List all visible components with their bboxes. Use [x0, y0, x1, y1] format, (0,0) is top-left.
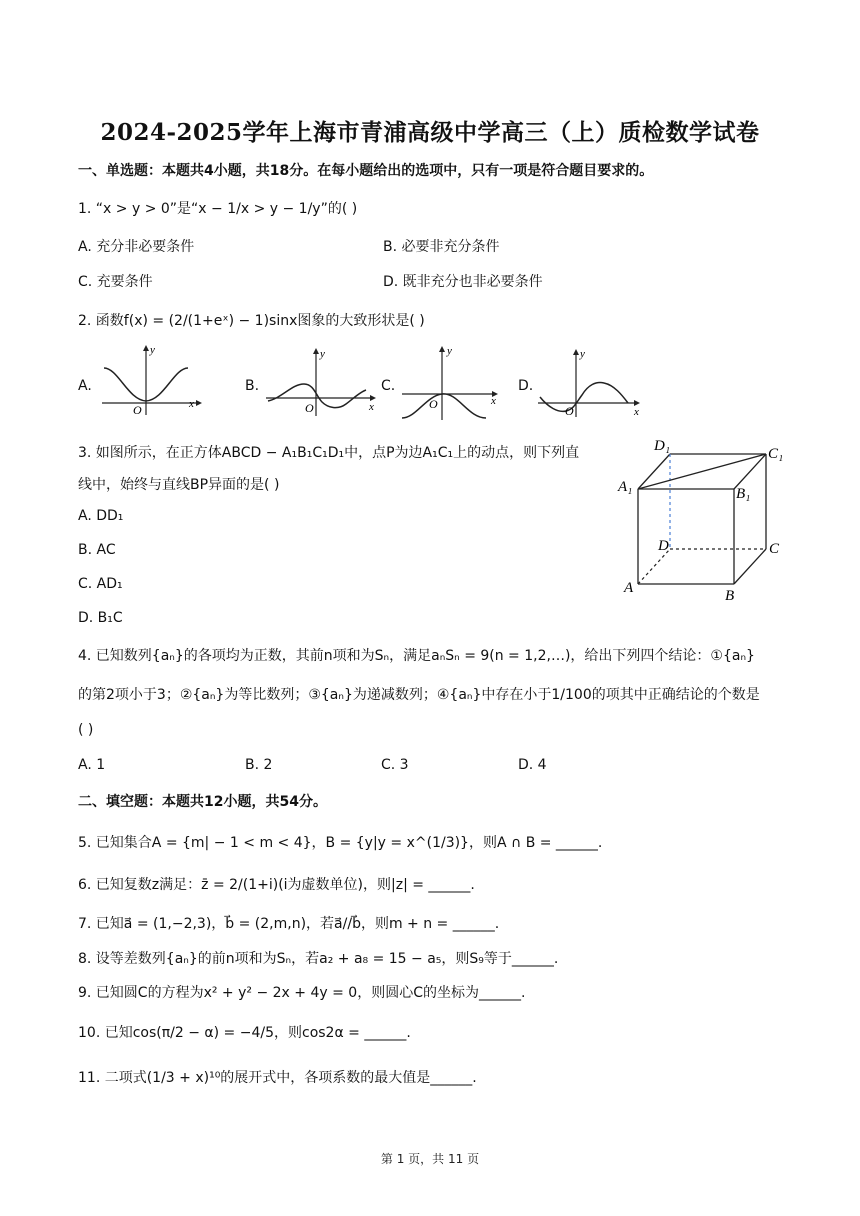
section-2-heading: 二、填空题：本题共12小题，共54分。	[78, 794, 327, 810]
svg-text:y: y	[580, 348, 585, 360]
label-a: A	[624, 580, 634, 596]
label-a1: A₁	[618, 479, 633, 495]
svg-text:O: O	[429, 397, 438, 411]
axis-x-label: x	[189, 398, 194, 410]
question-3-stem-line2: 线中，始终与直线BP异面的是( )	[78, 477, 280, 493]
q2-option-d: D.	[518, 378, 534, 394]
svg-text:O: O	[565, 404, 574, 418]
fill-question-8: 8. 设等差数列{aₙ}的前n项和为Sₙ，若a₂ + a₈ = 15 − a₅，则S₉等于______.	[78, 951, 559, 967]
q1-option-b: B. 必要非充分条件	[383, 239, 500, 255]
q4-option-a: A. 1	[78, 757, 106, 773]
q2-option-b: B.	[245, 378, 260, 394]
origin-label: O	[133, 403, 142, 417]
q2-graph-a	[96, 343, 206, 418]
question-2-stem: 2. 函数f(x) = (2/(1+eˣ) − 1)sinx图象的大致形状是( )	[78, 313, 425, 329]
q2-graph-b	[262, 346, 382, 421]
q3-option-d: D. B₁C	[78, 610, 123, 626]
q2-graph-d	[534, 347, 646, 422]
label-b: B	[725, 588, 735, 604]
svg-text:x: x	[369, 401, 374, 413]
section-1-heading: 一、单选题：本题共4小题，共18分。在每小题给出的选项中，只有一项是符合题目要求的。	[78, 163, 654, 179]
q4-option-c: C. 3	[381, 757, 409, 773]
q4-option-b: B. 2	[245, 757, 273, 773]
label-b1: B₁	[736, 486, 751, 502]
q2-option-a: A.	[78, 378, 92, 394]
q3-option-a: A. DD₁	[78, 508, 124, 524]
label-d1: D₁	[654, 438, 671, 454]
q4-option-d: D. 4	[518, 757, 547, 773]
label-c1: C₁	[768, 446, 784, 462]
label-d: D	[658, 538, 669, 554]
question-4-stem-line1: 4. 已知数列{aₙ}的各项均为正数，其前n项和为Sₙ，满足aₙSₙ = 9(n = 1,2,…)，给出下列四个结论：①{aₙ}	[78, 648, 755, 664]
question-1-stem: 1. “x > y > 0”是“x − 1/x > y − 1/y”的( )	[78, 201, 358, 217]
q1-option-a: A. 充分非必要条件	[78, 239, 195, 255]
q1-option-c: C. 充要条件	[78, 274, 153, 290]
q2-option-c: C.	[381, 378, 396, 394]
fill-question-10: 10. 已知cos(π/2 − α) = −4/5，则cos2α = ______.	[78, 1025, 411, 1041]
svg-text:x: x	[491, 395, 496, 407]
q1-option-d: D. 既非充分也非必要条件	[383, 274, 543, 290]
question-4-stem-line3: ( )	[78, 722, 94, 738]
question-4-stem-line2: 的第2项小于3；②{aₙ}为等比数列；③{aₙ}为递减数列；④{aₙ}中存在小于1/100的项其中正确结论的个数是	[78, 687, 760, 703]
label-c: C	[769, 541, 780, 557]
fill-question-7: 7. 已知a⃗ = (1,−2,3)，b⃗ = (2,m,n)，若a⃗//b⃗，则m + n = ______.	[78, 916, 500, 932]
q3-option-b: B. AC	[78, 542, 116, 558]
question-3-stem-line1: 3. 如图所示，在正方体ABCD − A₁B₁C₁D₁中，点P为边A₁C₁上的动点，则下列直	[78, 445, 580, 461]
cube-figure	[612, 434, 790, 604]
axis-y-label: y	[150, 344, 155, 356]
svg-text:O: O	[305, 401, 314, 415]
fill-question-9: 9. 已知圆C的方程为x² + y² − 2x + 4y = 0，则圆心C的坐标为______.	[78, 985, 526, 1001]
page-title: 2024-2025学年上海市青浦高级中学高三（上）质检数学试卷	[100, 119, 760, 146]
fill-question-6: 6. 已知复数z满足：z̄ = 2/(1+i)(i为虚数单位)，则|z| = ______.	[78, 877, 475, 893]
q3-option-c: C. AD₁	[78, 576, 123, 592]
svg-text:x: x	[634, 406, 639, 418]
fill-question-11: 11. 二项式(1/3 + x)¹⁰的展开式中，各项系数的最大值是______.	[78, 1070, 477, 1086]
svg-text:y: y	[320, 348, 325, 360]
page-footer: 第 1 页，共 11 页	[380, 1152, 480, 1166]
svg-text:y: y	[447, 345, 452, 357]
fill-question-5: 5. 已知集合A = {m| − 1 < m < 4}，B = {y|y = x^(1/3)}，则A ∩ B = ______.	[78, 835, 603, 851]
q2-graph-c	[398, 344, 508, 424]
